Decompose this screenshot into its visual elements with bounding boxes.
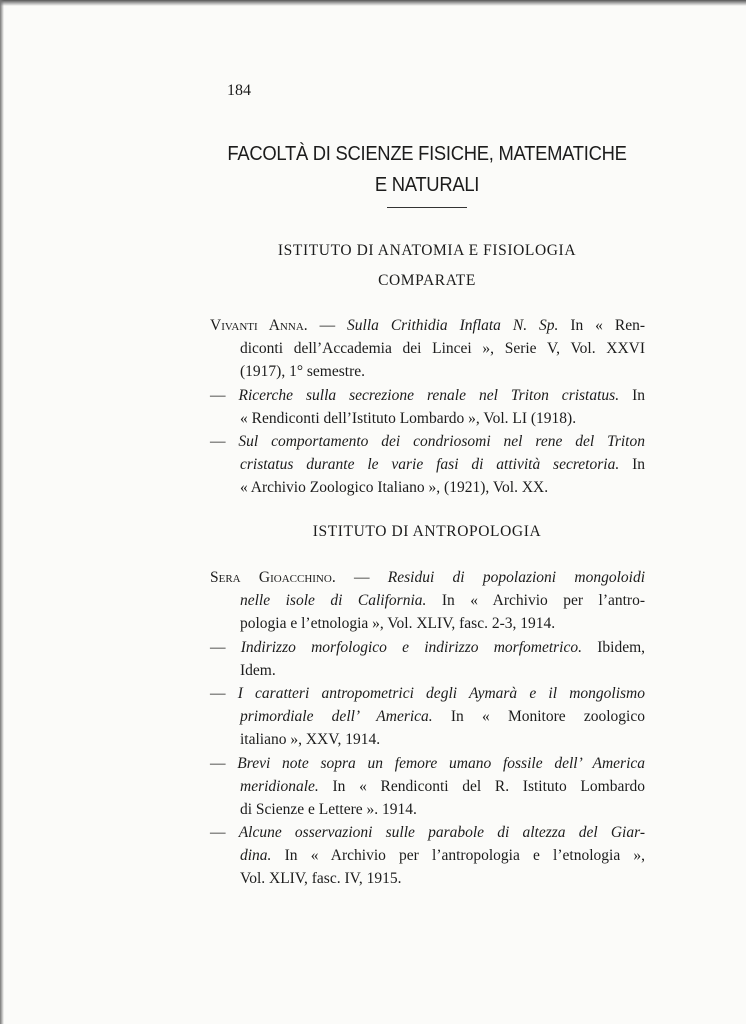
- section-entries: [210, 566, 645, 891]
- work-title: Brevi note sopra un femore umano fossile dell’ America: [237, 754, 645, 772]
- entry-line: [210, 867, 645, 890]
- section-entries: [210, 314, 645, 500]
- work-title: nelle isole di California.: [240, 592, 427, 610]
- faculty-heading-line-1: FACOLTÀ DI SCIENZE FISICHE, MATEMATICHE: [227, 143, 627, 165]
- entry-line: [210, 659, 645, 682]
- scan-top-edge: [0, 0, 746, 6]
- entry-line: [210, 636, 645, 659]
- citation-text: In « Archivio per l’antro-: [426, 592, 645, 610]
- heading-rule: [387, 207, 467, 208]
- page-number: 184: [227, 82, 251, 99]
- citation-text: « Archivio Zoologico Italiano », (1921), Vol. XX.: [240, 479, 549, 497]
- work-title: primordiale dell’ America.: [240, 708, 433, 726]
- entry-line: [210, 453, 645, 476]
- citation-text: —: [335, 569, 388, 586]
- faculty-heading-line-2: E NATURALI: [374, 174, 480, 196]
- author-name: Vivanti Anna.: [210, 317, 308, 334]
- section-heading-anatomia-1: ISTITUTO DI ANATOMIA E FISIOLOGIA: [277, 242, 577, 259]
- bibliography-entry: [210, 821, 645, 891]
- work-title: Residui di popolazioni mongoloidi: [387, 569, 645, 586]
- citation-text: diconti dell’Accademia dei Lincei », Serie V, Vol. XXVI: [240, 340, 645, 358]
- entry-line: [210, 384, 645, 407]
- bibliography-entry: [210, 314, 645, 384]
- citation-text: In « Rendiconti del R. Istituto Lombardo: [318, 777, 645, 795]
- citation-text: (1917), 1° semestre.: [240, 363, 365, 381]
- entry-line: [210, 612, 645, 635]
- section-heading-anatomia-2: COMPARATE: [378, 272, 476, 289]
- scan-left-edge: [0, 0, 4, 1024]
- bibliography-entry: [210, 384, 645, 430]
- citation-text: —: [307, 317, 348, 334]
- citation-text: —: [210, 386, 239, 404]
- citation-text: « Rendiconti dell’Istituto Lombardo », Vol. LI (1918).: [240, 409, 577, 427]
- entry-line: [210, 337, 645, 360]
- entry-line: [210, 682, 645, 705]
- section-heading-antropologia: ISTITUTO DI ANTROPOLOGIA: [312, 523, 542, 540]
- citation-text: In: [619, 386, 645, 404]
- entry-line: [210, 728, 645, 751]
- citation-text: —: [210, 638, 241, 656]
- bibliography-entry: [210, 430, 645, 500]
- citation-text: italiano », XXV, 1914.: [240, 731, 381, 749]
- citation-text: pologia e l’etnologia », Vol. XLIV, fasc. 2-3, 1914.: [240, 615, 556, 633]
- citation-text: —: [210, 824, 239, 842]
- work-title: meridionale.: [240, 777, 319, 795]
- work-title: Ricerche sulla secrezione renale nel Triton cristatus.: [238, 386, 620, 404]
- entry-line: [210, 430, 645, 453]
- entry-line: [210, 589, 645, 612]
- citation-text: di Scienze e Lettere ». 1914.: [240, 800, 417, 818]
- bibliography-entry: [210, 636, 645, 682]
- bibliography-entry: [210, 752, 645, 822]
- work-title: Alcune osservazioni sulle parabole di altezza del Giar-: [238, 824, 646, 842]
- work-title: I caratteri antropometrici degli Aymarà e il mongolismo: [237, 684, 645, 702]
- entry-line: [210, 566, 645, 589]
- bibliography-entry: [210, 682, 645, 752]
- citation-text: —: [210, 754, 238, 772]
- citation-text: Ibidem,: [582, 638, 646, 656]
- work-title: Sulla Crithidia Inflata N. Sp.: [347, 317, 559, 334]
- entry-line: [210, 775, 645, 798]
- entry-line: [210, 752, 645, 775]
- citation-text: In « Ren-: [558, 317, 645, 334]
- citation-text: Vol. XLIV, fasc. IV, 1915.: [240, 870, 402, 888]
- citation-text: In « Archivio per l’antropologia e l’etnologia »,: [271, 847, 645, 865]
- entry-line: [210, 314, 645, 337]
- entry-line: [210, 407, 645, 430]
- work-title: dina.: [240, 847, 272, 865]
- citation-text: Idem.: [240, 661, 276, 679]
- citation-text: In « Monitore zoologico: [432, 708, 645, 726]
- citation-text: —: [210, 684, 238, 702]
- entry-line: [210, 821, 645, 844]
- entry-line: [210, 798, 645, 821]
- citation-text: In: [619, 456, 645, 474]
- entry-line: [210, 360, 645, 383]
- entry-line: [210, 844, 645, 867]
- author-name: Sera Gioacchino.: [210, 569, 336, 586]
- bibliography-entry: [210, 566, 645, 636]
- work-title: cristatus durante le varie fasi di attività secretoria.: [240, 456, 620, 474]
- entry-line: [210, 705, 645, 728]
- citation-text: —: [210, 432, 239, 450]
- entry-line: [210, 476, 645, 499]
- work-title: Indirizzo morfologico e indirizzo morfometrico.: [240, 638, 582, 656]
- work-title: Sul comportamento dei condriosomi nel rene del Triton: [238, 432, 645, 450]
